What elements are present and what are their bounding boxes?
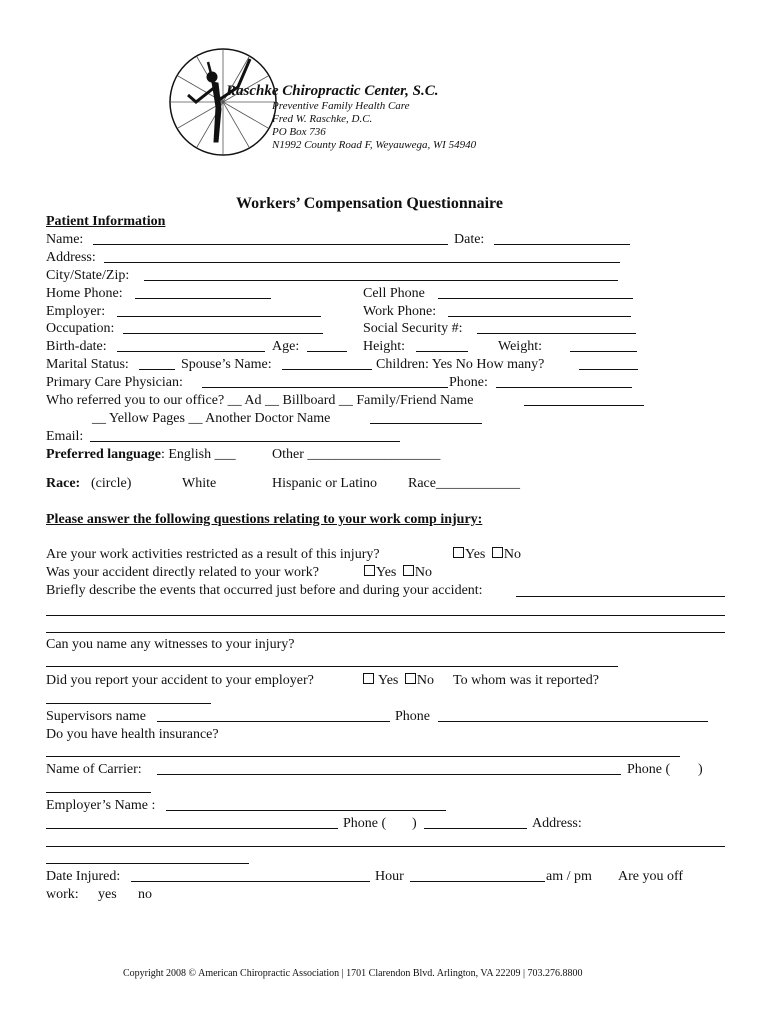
ssn-label: Social Security #: <box>363 321 463 336</box>
carrier-label: Name of Carrier: <box>46 762 142 777</box>
ssn-field[interactable] <box>477 333 636 334</box>
age-field[interactable] <box>307 351 347 352</box>
race-white[interactable]: White <box>182 476 217 491</box>
date-injured-field[interactable] <box>131 881 370 882</box>
date-field[interactable] <box>494 244 630 245</box>
children-count-field[interactable] <box>579 369 638 370</box>
work-phone-label: Work Phone: <box>363 304 437 319</box>
race-other[interactable]: Race____________ <box>408 476 520 491</box>
weight-field[interactable] <box>570 351 637 352</box>
referral-name-field[interactable] <box>524 405 644 406</box>
po-box: PO Box 736 <box>272 126 326 138</box>
doctor-name: Fred W. Raschke, D.C. <box>272 113 373 125</box>
pcp-label: Primary Care Physician: <box>46 375 183 390</box>
employer-name-field[interactable] <box>166 810 446 811</box>
pcp-phone-label: Phone: <box>449 375 488 390</box>
q-witness: Can you name any witnesses to your injury? <box>46 637 295 652</box>
describe-field-3[interactable] <box>46 632 725 633</box>
form-title: Workers’ Compensation Questionnaire <box>236 195 503 212</box>
clinic-address: N1992 County Road F, Weyauwega, WI 54940 <box>272 139 477 151</box>
employer-field[interactable] <box>117 316 321 317</box>
cell-phone-field[interactable] <box>438 298 633 299</box>
spouse-label: Spouse’s Name: <box>181 357 272 372</box>
clinic-name: Raschke Chiropractic Center, S.C. <box>226 83 439 99</box>
related-no-checkbox[interactable] <box>403 565 414 576</box>
height-field[interactable] <box>416 351 468 352</box>
address-field[interactable] <box>104 262 620 263</box>
off-work-yes[interactable]: yes <box>98 887 117 902</box>
q-report: Did you report your accident to your employer? <box>46 673 314 688</box>
employer-phone-close: ) <box>412 816 417 831</box>
report-yes-checkbox[interactable] <box>363 673 374 684</box>
report-no-checkbox[interactable] <box>405 673 416 684</box>
pref-language: Preferred language: English ___ <box>46 447 236 462</box>
employer-address-field[interactable] <box>46 846 725 847</box>
children-label: Children: Yes No How many? <box>376 357 545 372</box>
insurance-field[interactable] <box>46 756 680 757</box>
employer-name-label: Employer’s Name : <box>46 798 156 813</box>
restricted-yes-checkbox[interactable] <box>453 547 464 558</box>
off-work-no[interactable]: no <box>138 887 152 902</box>
hour-label: Hour <box>375 869 404 884</box>
pcp-phone-field[interactable] <box>496 387 632 388</box>
related-options: Yes No <box>364 565 432 581</box>
q-insurance: Do you have health insurance? <box>46 727 219 742</box>
address-label: Address: <box>46 250 96 265</box>
clinic-tagline: Preventive Family Health Care <box>272 100 410 112</box>
employer-phone-label: Phone ( <box>343 816 387 831</box>
doctor-name-field[interactable] <box>370 423 482 424</box>
hour-field[interactable] <box>410 881 545 882</box>
reported-to-field[interactable] <box>46 703 211 704</box>
race-hispanic[interactable]: Hispanic or Latino <box>272 476 377 491</box>
carrier-phone-close: ) <box>698 762 703 777</box>
birth-field[interactable] <box>117 351 265 352</box>
q-to-whom: To whom was it reported? <box>453 673 599 688</box>
age-label: Age: <box>272 339 300 354</box>
occupation-field[interactable] <box>123 333 323 334</box>
work-phone-field[interactable] <box>448 316 631 317</box>
home-phone-label: Home Phone: <box>46 286 123 301</box>
clinic-logo <box>168 47 278 157</box>
carrier-field[interactable] <box>157 774 621 775</box>
supervisor-field[interactable] <box>157 721 390 722</box>
referral-label-2: __ Yellow Pages __ Another Doctor Name <box>92 411 331 426</box>
cell-phone-label: Cell Phone <box>363 286 425 301</box>
employer-address-label: Address: <box>532 816 582 831</box>
patient-info-heading: Patient Information <box>46 214 166 229</box>
name-field[interactable] <box>93 244 448 245</box>
employer-name-field-2[interactable] <box>46 828 338 829</box>
home-phone-field[interactable] <box>135 298 271 299</box>
witness-field[interactable] <box>46 666 618 667</box>
referral-label: Who referred you to our office? __ Ad __ Billboard __ Family/Friend Name <box>46 393 474 408</box>
city-label: City/State/Zip: <box>46 268 130 283</box>
date-injured-label: Date Injured: <box>46 869 121 884</box>
name-label: Name: <box>46 232 84 247</box>
marital-label: Marital Status: <box>46 357 129 372</box>
other-language: Other ___________________ <box>272 447 441 462</box>
work-label: work: <box>46 887 79 902</box>
city-field[interactable] <box>144 280 618 281</box>
carrier-phone-field[interactable] <box>46 792 151 793</box>
report-options: Yes No <box>363 673 434 689</box>
copyright-footer: Copyright 2008 © American Chiropractic Association | 1701 Clarendon Blvd. Arlington, VA 22209 | 703.276.8800 <box>123 968 583 979</box>
supervisor-phone-field[interactable] <box>438 721 708 722</box>
related-yes-checkbox[interactable] <box>364 565 375 576</box>
occupation-label: Occupation: <box>46 321 115 336</box>
date-label: Date: <box>454 232 485 247</box>
restricted-no-checkbox[interactable] <box>492 547 503 558</box>
birth-label: Birth-date: <box>46 339 107 354</box>
marital-field[interactable] <box>139 369 175 370</box>
pcp-field[interactable] <box>202 387 448 388</box>
email-label: Email: <box>46 429 84 444</box>
spouse-field[interactable] <box>282 369 372 370</box>
employer-phone-field[interactable] <box>424 828 527 829</box>
email-field[interactable] <box>90 441 400 442</box>
supervisor-phone-label: Phone <box>395 709 430 724</box>
describe-field-1[interactable] <box>516 596 725 597</box>
q-restricted: Are your work activities restricted as a result of this injury? <box>46 547 380 562</box>
restricted-options: Yes No <box>453 547 521 563</box>
q-related: Was your accident directly related to your work? <box>46 565 319 580</box>
race-circle-note: (circle) <box>91 476 132 491</box>
employer-address-field-2[interactable] <box>46 863 249 864</box>
race-label: Race: <box>46 476 81 491</box>
carrier-phone-label: Phone ( <box>627 762 671 777</box>
off-work-label: Are you off <box>618 869 684 884</box>
describe-field-2[interactable] <box>46 615 725 616</box>
employer-label: Employer: <box>46 304 106 319</box>
questions-heading: Please answer the following questions relating to your work comp injury: <box>46 512 483 527</box>
weight-label: Weight: <box>498 339 542 354</box>
supervisor-label: Supervisors name <box>46 709 146 724</box>
am-pm-label: am / pm <box>546 869 592 884</box>
height-label: Height: <box>363 339 405 354</box>
q-describe: Briefly describe the events that occurred just before and during your accident: <box>46 583 483 598</box>
